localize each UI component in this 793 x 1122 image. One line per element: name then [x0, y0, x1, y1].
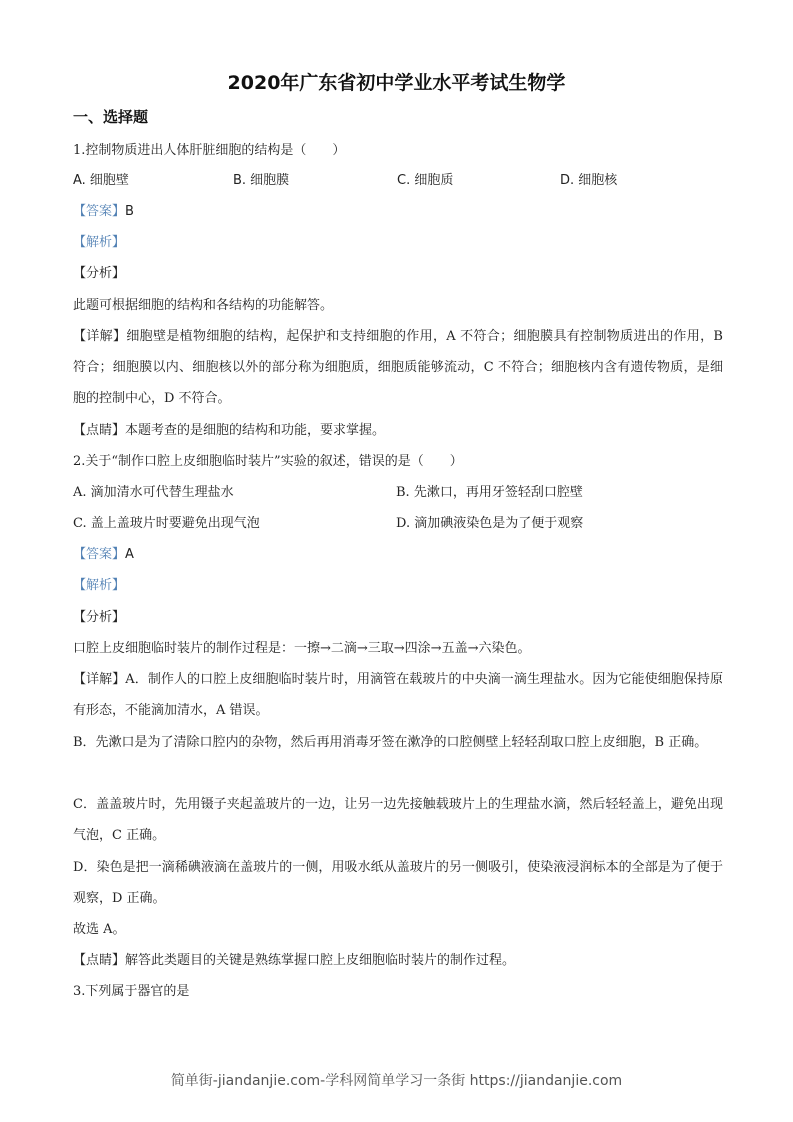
q1-option-d: D. 细胞核: [560, 173, 618, 188]
q2-detail-a-text: A．制作人的口腔上皮细胞临时装片时，用滴管在载玻片的中央滴一滴生理盐水。因为它能使细胞保持原有形态，不能滴加清水，A 错误。: [73, 672, 723, 718]
q2-fenxi-label: 【分析】: [73, 610, 126, 625]
answer-label: 【答案】: [73, 547, 126, 562]
q2-conclusion: 故选 A。: [73, 922, 126, 937]
q3-stem: 3.下列属于器官的是: [73, 984, 190, 999]
q2-dianjing: [73, 952, 515, 970]
q2-detail-c: C．盖盖玻片时，先用镊子夹起盖玻片的一边，让另一边先接触载玻片上的生理盐水滴，然后轻轻盖上，避免出现气泡，C 正确。: [73, 797, 723, 843]
q2-analysis-label: 【解析】: [73, 578, 126, 593]
q2-option-b: B. 先漱口，再用牙签轻刮口腔壁: [396, 485, 583, 500]
q1-detail-text: 细胞壁是植物细胞的结构，起保护和支持细胞的作用，A 不符合；细胞膜具有控制物质进出的作用，B 符合；细胞膜以内、细胞核以外的部分称为细胞质，细胞质能够流动，C 不符合；细胞核内含有遗传物质，是细胞的控制中心，D 不符合。: [73, 329, 723, 406]
q2-detail-b: B．先漱口是为了清除口腔内的杂物，然后再用消毒牙签在漱净的口腔侧壁上轻轻刮取口腔上皮细胞，B 正确。: [73, 735, 708, 750]
section-heading: 一、选择题: [73, 108, 149, 126]
dianjing-label: 【点睛】: [73, 953, 126, 968]
answer-value: A: [125, 547, 134, 562]
q1-option-b: B. 细胞膜: [233, 173, 290, 188]
q2-fenxi-text: 口腔上皮细胞临时装片的制作过程是：一擦→二滴→三取→四涂→五盖→六染色。: [73, 641, 531, 656]
q2-option-c: C. 盖上盖玻片时要避免出现气泡: [73, 516, 260, 531]
page-title: 2020年广东省初中学业水平考试生物学: [227, 72, 566, 94]
q1-fenxi-label: 【分析】: [73, 266, 126, 281]
q2-detail-d: D．染色是把一滴稀碘液滴在盖玻片的一侧，用吸水纸从盖玻片的另一侧吸引，使染液浸润标本的全部是为了便于观察，D 正确。: [73, 860, 723, 906]
q2-option-d: D. 滴加碘液染色是为了便于观察: [396, 516, 584, 531]
q1-dianjing-text: 本题考查的是细胞的结构和功能，要求掌握。: [125, 423, 386, 438]
q1-option-c: C. 细胞质: [397, 173, 454, 188]
detail-label: 【详解】: [73, 329, 127, 344]
answer-label: 【答案】: [73, 204, 126, 219]
q2-dianjing-text: 解答此类题目的关键是熟练掌握口腔上皮细胞临时装片的制作过程。: [125, 953, 516, 968]
q1-option-a: A. 细胞壁: [73, 173, 129, 188]
dianjing-label: 【点睛】: [73, 423, 126, 438]
q2-option-a: A. 滴加清水可代替生理盐水: [73, 485, 234, 500]
detail-label: 【详解】: [73, 672, 126, 687]
q2-detail-a: [73, 664, 723, 726]
q1-dianjing: [73, 422, 385, 440]
q2-answer: [73, 546, 134, 564]
q1-analysis-label: 【解析】: [73, 235, 126, 250]
q1-detail: [73, 321, 723, 414]
q1-answer: [73, 203, 134, 221]
q2-stem: 2.关于“制作口腔上皮细胞临时装片”实验的叙述，错误的是（ ）: [73, 454, 463, 469]
q1-fenxi-text: 此题可根据细胞的结构和各结构的功能解答。: [73, 298, 334, 313]
footer-watermark: 简单街-jiandanjie.com-学科网简单学习一条街 https://jiandanjie.com: [170, 1073, 623, 1089]
answer-value: B: [125, 204, 134, 219]
q1-stem: 1.控制物质进出人体肝脏细胞的结构是（ ）: [73, 143, 346, 158]
